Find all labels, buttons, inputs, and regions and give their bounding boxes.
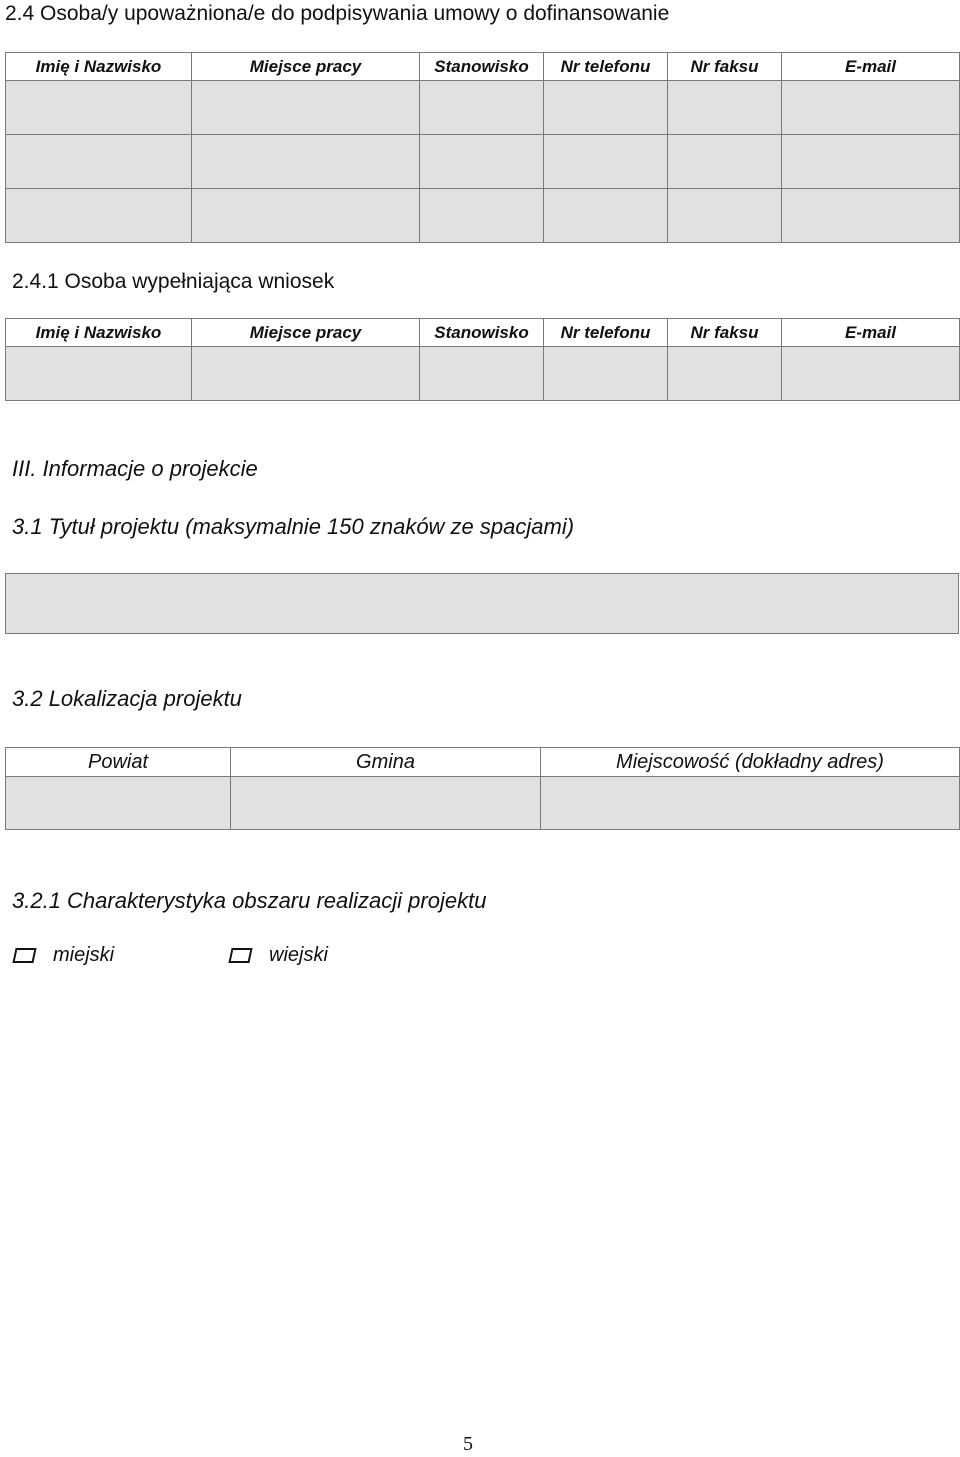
workplace-field[interactable] [192,189,420,243]
column-header: Miejsce pracy [192,53,420,81]
phone-field[interactable] [544,135,668,189]
position-field[interactable] [420,135,544,189]
column-header: E-mail [782,53,960,81]
name-field[interactable] [6,135,192,189]
email-field[interactable] [782,347,960,401]
column-header: Stanowisko [420,53,544,81]
name-field[interactable] [6,81,192,135]
column-header: Nr telefonu [544,319,668,347]
table-row [6,81,960,135]
section-3-title: III. Informacje o projekcie [12,456,258,481]
name-field[interactable] [6,347,192,401]
phone-field[interactable] [544,189,668,243]
workplace-field[interactable] [192,347,420,401]
column-header: Powiat [6,748,231,777]
position-field[interactable] [420,81,544,135]
column-header: Imię i Nazwisko [6,319,192,347]
checkbox-icon[interactable] [12,948,36,963]
column-header: Miejsce pracy [192,319,420,347]
checkbox-urban[interactable] [14,944,114,967]
column-header: Gmina [231,748,541,777]
column-header: Nr faksu [668,319,782,347]
checkbox-label: miejski [53,944,115,966]
page-number: 5 [463,1433,473,1455]
checkbox-label: wiejski [269,944,328,966]
commune-field[interactable] [231,777,541,830]
fax-field[interactable] [668,189,782,243]
checkbox-rural[interactable] [230,944,328,967]
authorized-persons-table [5,52,960,243]
section-3-2-title: 3.2 Lokalizacja projektu [12,686,242,711]
county-field[interactable] [6,777,231,830]
fax-field[interactable] [668,347,782,401]
position-field[interactable] [420,347,544,401]
position-field[interactable] [420,189,544,243]
fax-field[interactable] [668,81,782,135]
table-row [6,189,960,243]
table-row [6,135,960,189]
name-field[interactable] [6,189,192,243]
column-header: Imię i Nazwisko [6,53,192,81]
section-3-1-title: 3.1 Tytuł projektu (maksymalnie 150 znaków ze spacjami) [12,514,575,539]
email-field[interactable] [782,135,960,189]
project-location-table [5,747,960,830]
table-row [6,777,960,830]
column-header: Stanowisko [420,319,544,347]
column-header: E-mail [782,319,960,347]
email-field[interactable] [782,81,960,135]
email-field[interactable] [782,189,960,243]
workplace-field[interactable] [192,135,420,189]
locality-address-field[interactable] [541,777,960,830]
column-header: Miejscowość (dokładny adres) [541,748,960,777]
applicant-person-table [5,318,960,401]
section-3-2-1-title: 3.2.1 Charakterystyka obszaru realizacji projektu [12,888,487,913]
fax-field[interactable] [668,135,782,189]
table-row [6,347,960,401]
workplace-field[interactable] [192,81,420,135]
phone-field[interactable] [544,81,668,135]
project-title-field[interactable] [5,573,959,634]
section-2-4-title: 2.4 Osoba/y upoważniona/e do podpisywania umowy o dofinansowanie [5,2,670,25]
section-2-4-1-title: 2.4.1 Osoba wypełniająca wniosek [12,270,335,293]
checkbox-icon[interactable] [228,948,252,963]
phone-field[interactable] [544,347,668,401]
column-header: Nr telefonu [544,53,668,81]
column-header: Nr faksu [668,53,782,81]
